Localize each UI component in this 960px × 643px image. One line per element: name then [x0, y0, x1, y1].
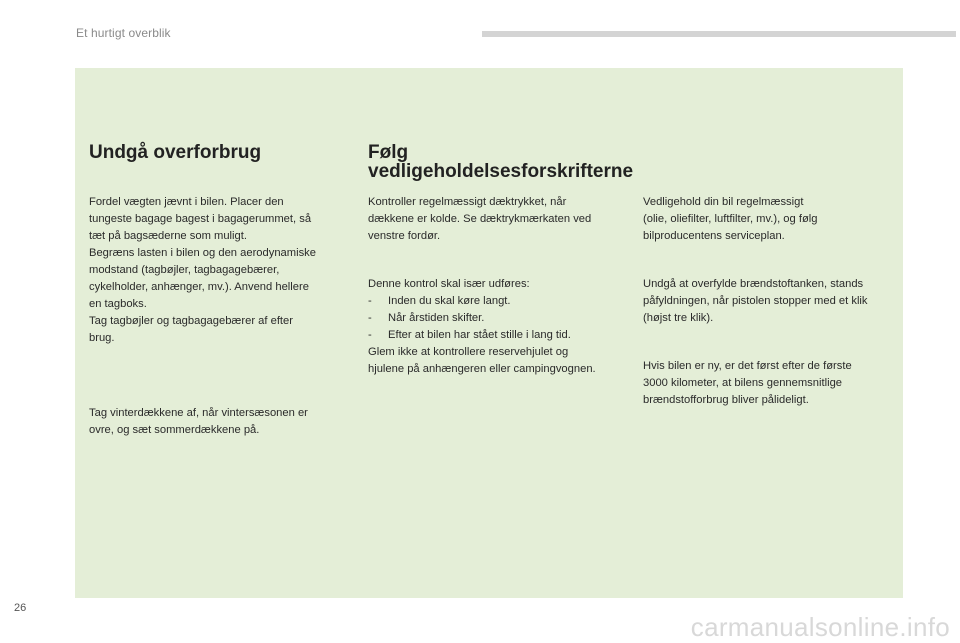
text-line: venstre fordør.: [368, 230, 441, 242]
col3-paragraph-1: [643, 194, 901, 245]
bullet-text: Efter at bilen har stået stille i lang tid.: [388, 329, 571, 341]
text-line: Kontroller regelmæssigt dæktrykket, når: [368, 196, 567, 208]
col2-paragraph-2: [368, 276, 626, 378]
text-line: Denne kontrol skal især udføres:: [368, 278, 530, 290]
heading-avoid-overconsumption: Undgå overforbrug: [89, 142, 262, 163]
bullet-item: [368, 327, 626, 344]
text-line: Tag vinterdækkene af, når vintersæsonen er: [89, 407, 308, 419]
col1-paragraph-1: [89, 194, 359, 347]
bullet-text: Når årstiden skifter.: [388, 312, 485, 324]
col3-paragraph-3: [643, 358, 901, 409]
bullet-text: Inden du skal køre langt.: [388, 295, 511, 307]
text-line: modstand (tagbøjler, tagbagagebærer,: [89, 264, 280, 276]
text-line: påfyldningen, når pistolen stopper med et klik: [643, 295, 868, 307]
dash: -: [368, 312, 372, 324]
text-line: cykelholder, anhænger, mv.). Anvend hellere: [89, 281, 309, 293]
heading-line: Følg: [368, 142, 409, 163]
text-line: dækkene er kolde. Se dæktrykmærkaten ved: [368, 213, 592, 225]
text-line: Undgå at overfylde brændstoftanken, stands: [643, 278, 864, 290]
text-line: tæt på bagsæderne som muligt.: [89, 230, 247, 242]
text-line: Hvis bilen er ny, er det først efter de første: [643, 360, 852, 372]
heading-maintenance: [368, 143, 638, 181]
col3-paragraph-2: [643, 276, 901, 327]
heading-line: vedligeholdelsesforskrifterne: [368, 161, 634, 182]
text-line: hjulene på anhængeren eller campingvognen.: [368, 363, 596, 375]
bullet-item: [368, 310, 626, 327]
text-line: Begræns lasten i bilen og den aerodynamiske: [89, 247, 316, 259]
text-line: (højst tre klik).: [643, 312, 714, 324]
dash: -: [368, 295, 372, 307]
text-line: Fordel vægten jævnt i bilen. Placer den: [89, 196, 284, 208]
text-line: Tag tagbøjler og tagbagagebærer af efter: [89, 315, 293, 327]
section-title: Et hurtigt overblik: [76, 26, 171, 40]
text-line: brændstofforbrug bliver pålideligt.: [643, 394, 809, 406]
header-bar: [482, 31, 956, 37]
text-line: tungeste bagage bagest i bagagerummet, så: [89, 213, 312, 225]
col2-paragraph-1: [368, 194, 626, 245]
col1-paragraph-2: [89, 405, 359, 439]
text-line: ovre, og sæt sommerdækkene på.: [89, 424, 260, 436]
text-line: bilproducentens serviceplan.: [643, 230, 785, 242]
text-line: en tagboks.: [89, 298, 147, 310]
page-number: 26: [14, 602, 27, 614]
text-line: 3000 kilometer, at bilens gennemsnitlige: [643, 377, 843, 389]
text-line: Vedligehold din bil regelmæssigt: [643, 196, 804, 208]
bullet-item: [368, 293, 626, 310]
watermark: carmanualsonline.info: [690, 612, 950, 642]
text-line: Glem ikke at kontrollere reservehjulet og: [368, 346, 569, 358]
text-line: brug.: [89, 332, 115, 344]
text-line: (olie, oliefilter, luftfilter, mv.), og følg: [643, 213, 818, 225]
dash: -: [368, 329, 372, 341]
